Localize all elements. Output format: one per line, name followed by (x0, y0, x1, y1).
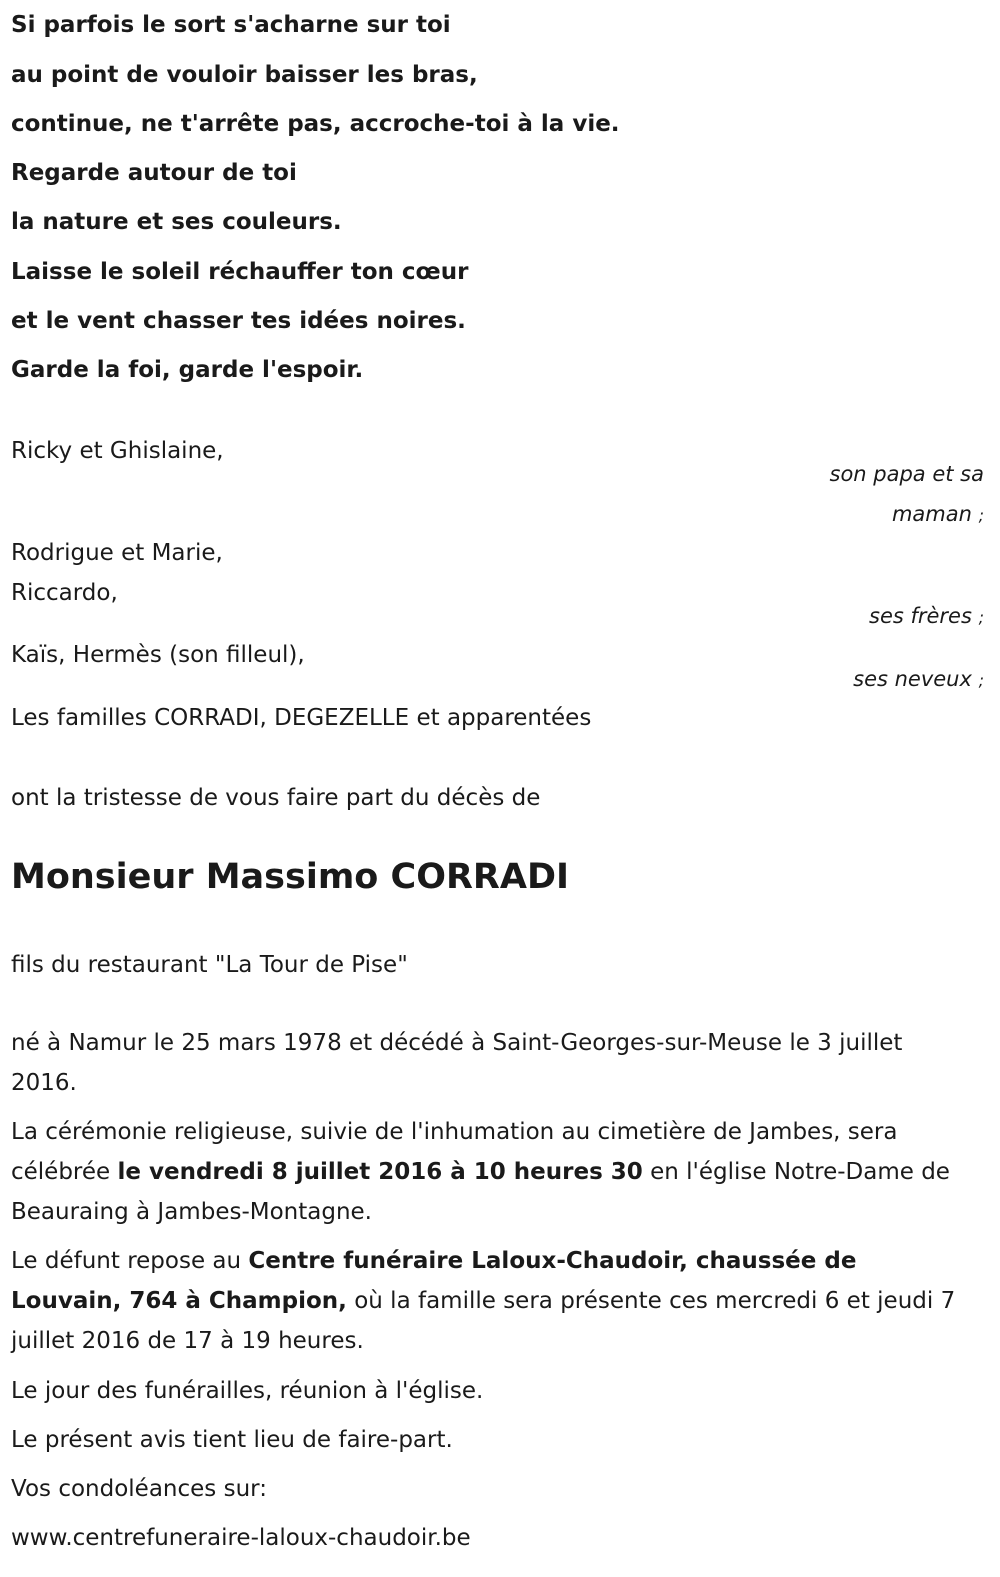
poem-line: Regarde autour de toi (11, 160, 297, 186)
website-link[interactable]: www.centrefuneraire-laloux-chaudoir.be (11, 1525, 471, 1551)
ceremony-paragraph: La cérémonie religieuse, suivie de l'inhumation au cimetière de Jambes, sera célébrée le vendredi 8 juillet 2016 à 10 heures 30 en l'église Notre-Dame de Beauraing à Jambes-Montagne. (11, 1119, 950, 1225)
poem-line: Si parfois le sort s'acharne sur toi (11, 12, 451, 38)
brother-1: Rodrigue et Marie, (11, 540, 223, 566)
nephews-relation: ses neveux ; (853, 667, 984, 691)
brothers-relation: ses frères ; (869, 604, 984, 628)
notice-line: Le présent avis tient lieu de faire-part. (11, 1427, 453, 1453)
parents-relation-line1: son papa et sa (829, 462, 984, 486)
poem-line: continue, ne t'arrête pas, accroche-toi à la vie. (11, 111, 620, 137)
families-line: Les familles CORRADI, DEGEZELLE et apparentées (11, 705, 592, 731)
deceased-name: Monsieur Massimo CORRADI (11, 857, 570, 897)
brother-2: Riccardo, (11, 580, 118, 606)
parents-names: Ricky et Ghislaine, (11, 438, 224, 464)
poem-line: la nature et ses couleurs. (11, 209, 342, 235)
viewing-location: Centre funéraire Laloux-Chaudoir, chaussée de Louvain, 764 à Champion, (11, 1248, 857, 1314)
poem-line: Laisse le soleil réchauffer ton cœur (11, 259, 469, 285)
condolences-label: Vos condoléances sur: (11, 1476, 267, 1502)
ceremony-datetime: le vendredi 8 juillet 2016 à 10 heures 30 (117, 1159, 643, 1185)
poem-line: Garde la foi, garde l'espoir. (11, 357, 364, 383)
viewing-paragraph: Le défunt repose au Centre funéraire Laloux-Chaudoir, chaussée de Louvain, 764 à Champion, où la famille sera présente ces mercredi 6 et jeudi 7 juillet 2016 de 17 à 19 heures. (11, 1248, 956, 1354)
nephews-names: Kaïs, Hermès (son filleul), (11, 642, 305, 668)
poem-line: au point de vouloir baisser les bras, (11, 62, 478, 88)
birth-death-paragraph: né à Namur le 25 mars 1978 et décédé à Saint-Georges-sur-Meuse le 3 juillet 2016. (11, 1030, 903, 1096)
deceased-subtitle: fils du restaurant "La Tour de Pise" (11, 952, 408, 978)
parents-relation-line2: maman ; (891, 502, 984, 526)
announcement-intro: ont la tristesse de vous faire part du décès de (11, 785, 541, 811)
funeral-meeting: Le jour des funérailles, réunion à l'église. (11, 1378, 484, 1404)
poem-line: et le vent chasser tes idées noires. (11, 308, 466, 334)
